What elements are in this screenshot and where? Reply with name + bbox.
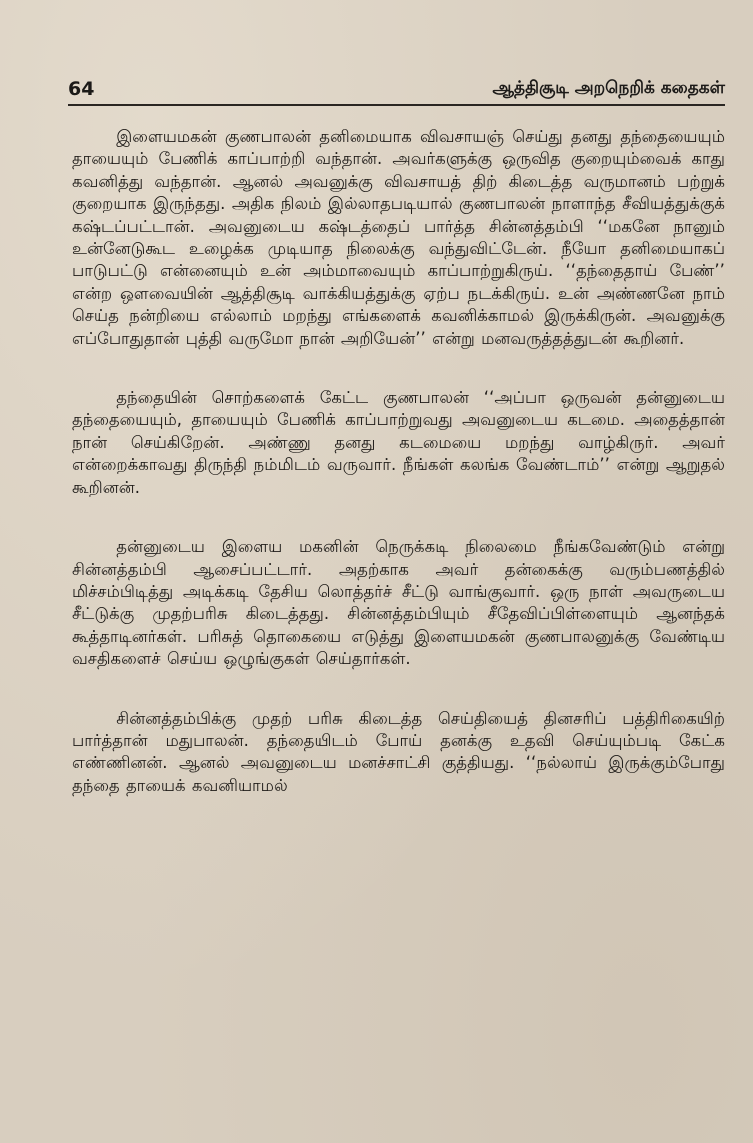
page-number: 64	[68, 78, 95, 100]
paragraph: சின்னத்தம்பிக்கு முதற் பரிசு கிடைத்த செய்தியைத் தினசரிப் பத்திரிகையிற் பார்த்தான் மதுபாலன். தந்தையிடம் போய் தனக்கு உதவி செய்யும்படி கேட்க எண்ணினன். ஆனல் அவனுடைய மனச்சாட்சி குத்தியது. ‘‘நல்லாய் இருக்கும்போது தந்தை தாயைக் கவனியாமல்	[72, 708, 725, 795]
paragraph: தந்தையின் சொற்களைக் கேட்ட குணபாலன் ‘‘அப்பா ஒருவன் தன்னுடைய தந்தையையும், தாயையும் பேணிக் காப்பாற்றுவது அவனுடைய கடமை. அதைத்தான் நான் செய்கிறேன். அண்ணு தனது கடமையை மறந்து வாழ்கிருர். அவர் என்றைக்காவது திருந்தி நம்மிடம் வருவார். நீங்கள் கலங்க வேண்டாம்’’ என்று ஆறுதல் கூறினன்.	[72, 388, 725, 497]
page-header	[68, 72, 725, 106]
paragraph: இளையமகன் குணபாலன் தனிமையாக விவசாயஞ் செய்து தனது தந்தையையும் தாயையும் பேணிக் காப்பாற்றி வந்தான். அவர்களுக்கு ஒருவித குறையும்வைக் காது கவனித்து வந்தான். ஆனல் அவனுக்கு விவசாயத் திற் கிடைத்த வருமானம் பற்றுக் குறையாக இருந்தது. அதிக நிலம் இல்லாதபடியால் குணபாலன் நாளாந்த சீவியத்துக்குக் கஷ்டப்பட்டான். அவனுடைய கஷ்டத்தைப் பார்த்த சின்னத்தம்பி ‘‘மகனே நானும் உன்னேடுகூட உழைக்க முடியாத நிலைக்கு வந்துவிட்டேன். நீயோ தனிமையாகப் பாடுபட்டு என்னையும் உன் அம்மாவையும் காப்பாற்றுகிருய். ‘‘தந்தைதாய் பேண்’’ என்ற ஒளவையின் ஆத்திசூடி வாக்கியத்துக்கு ஏற்ப நடக்கிருய். உன் அண்ணனே நாம் செய்த நன்றியை எல்லாம் மறந்து எங்களைக் கவனிக்காமல் இருக்கிருன். அவனுக்கு எப்போதுதான் புத்தி வருமோ நான் அறியேன்’’ என்று மனவருத்தத்துடன் கூறினர்.	[72, 127, 725, 348]
running-title: ஆத்திசூடி அறநெறிக் கதைகள்	[492, 78, 725, 98]
paragraph: தன்னுடைய இளைய மகனின் நெருக்கடி நிலைமை நீங்கவேண்டும் என்று சின்னத்தம்பி ஆசைப்பட்டார். அதற்காக அவர் தன்கைக்கு வரும்பணத்தில் மிச்சம்பிடித்து அடிக்கடி தேசிய லொத்தர்ச் சீட்டு வாங்குவார். ஒரு நாள் அவருடைய சீட்டுக்கு முதற்பரிசு கிடைத்தது. சின்னத்தம்பியும் சீதேவிப்பிள்ளையும் ஆனந்தக் கூத்தாடினர்கள். பரிசுத் தொகையை எடுத்து இளையமகன் குணபாலனுக்கு வேண்டிய வசதிகளைச் செய்ய ஒழுங்குகள் செய்தார்கள்.	[72, 537, 725, 669]
body-text	[72, 120, 725, 797]
